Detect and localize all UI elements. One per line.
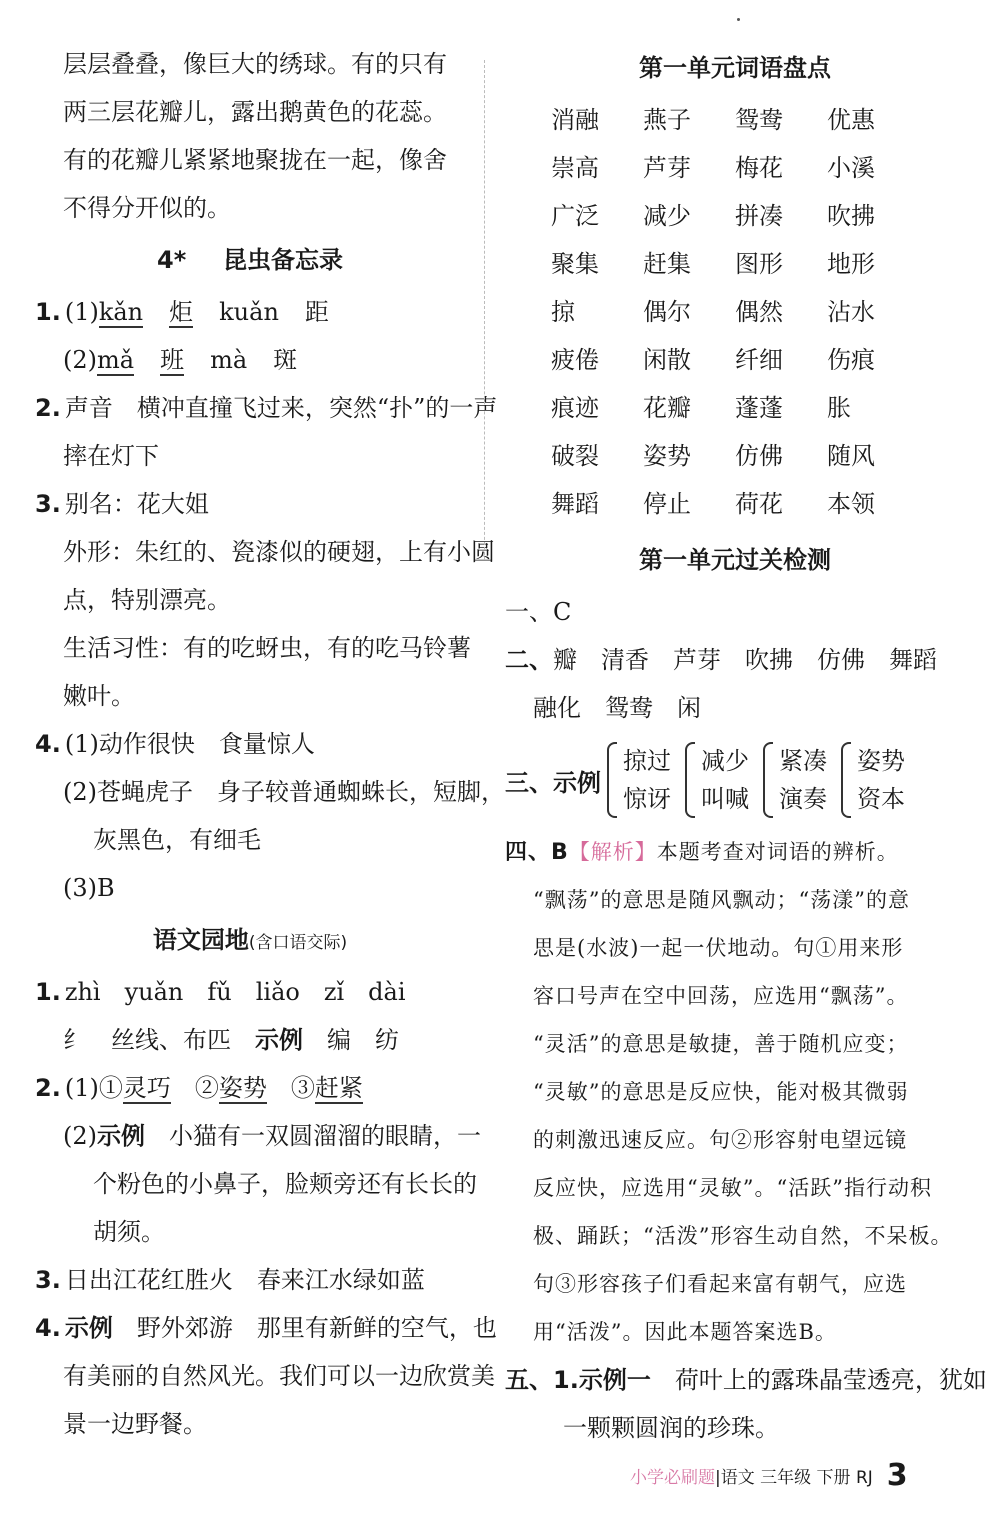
answer-4-cont: (3)B [63, 874, 115, 902]
test-section-5: 五、1.示例一 荷叶上的露珠晶莹透亮，犹如 [505, 1366, 987, 1394]
pair-word: 惊讶 [623, 785, 671, 813]
pair-word: 姿势 [857, 747, 905, 775]
answer-4-cont: (2)苍蝇虎子 身子较普通蜘蛛长，短脚， [63, 778, 505, 806]
garden-title: 语文园地(含口语交际) [152, 926, 348, 954]
answer-3-cont: 外形：朱红的、瓷漆似的硬翅，上有小圆 [63, 538, 495, 566]
vocab-word: 赶集 [643, 250, 691, 278]
vocab-word: 沾水 [827, 298, 875, 326]
pair-word: 掠过 [623, 747, 671, 775]
garden-answer-4: 4. 示例 野外郊游 那里有新鲜的空气，也 [35, 1314, 497, 1342]
explanation-line: “灵活”的意思是敏捷，善于随机应变； [533, 1032, 909, 1056]
test-section-2-cont: 融化 鸳鸯 闲 [533, 694, 701, 722]
answer-4-cont: 灰黑色，有细毛 [93, 826, 261, 854]
vocab-word: 偶然 [735, 298, 783, 326]
test-section-1: 一、C [505, 598, 572, 626]
vocab-word: 减少 [643, 202, 691, 230]
vocab-word: 掠 [551, 298, 575, 326]
vocab-word: 鸳鸯 [735, 106, 783, 134]
garden-answer-2: 2. (1)①灵巧 ②姿势 ③赶紧 [35, 1074, 363, 1102]
garden-answer-1-cont: 纟 丝线、布匹 示例 编 纺 [63, 1026, 399, 1054]
answer-1: 1. (1)kǎn 炬 kuǎn 距 [35, 298, 329, 326]
explanation-line: 极、踊跃；“活泼”形容生动自然，不呆板。 [533, 1224, 953, 1248]
vocab-word: 广泛 [551, 202, 599, 230]
pair-word: 减少 [701, 747, 749, 775]
pair-words [623, 742, 671, 818]
vocab-word: 小溪 [827, 154, 875, 182]
vocab-word: 图形 [735, 250, 783, 278]
vocab-word: 燕子 [643, 106, 691, 134]
pair-words [701, 742, 749, 818]
vocab-word: 吹拂 [827, 202, 875, 230]
vocab-word: 姿势 [643, 442, 691, 470]
vocab-word: 痕迹 [551, 394, 599, 422]
vocab-word: 花瓣 [643, 394, 691, 422]
answer-3-cont: 嫩叶。 [63, 682, 135, 710]
test-title: 第一单元过关检测 [639, 546, 831, 574]
vocab-word: 胀 [827, 394, 851, 422]
explanation-line: 容口号声在空中回荡，应选用“飘荡”。 [533, 984, 909, 1008]
explanation-line: “飘荡”的意思是随风飘动；“荡漾”的意 [533, 888, 910, 912]
vocab-word: 伤痕 [827, 346, 875, 374]
test-section-4: 四、B【解析】本题考查对词语的辨析。 [505, 840, 899, 865]
vocab-word: 梅花 [735, 154, 783, 182]
vocab-word: 芦芽 [643, 154, 691, 182]
brace-icon [763, 742, 773, 818]
vocab-word: 仿佛 [735, 442, 783, 470]
vocab-word: 崇高 [551, 154, 599, 182]
vocab-word: 舞蹈 [551, 490, 599, 518]
decorative-dot [737, 18, 740, 21]
intro-line: 层层叠叠，像巨大的绣球。有的只有 [63, 50, 447, 78]
answer-3: 3. 别名：花大姐 [35, 490, 209, 518]
vocab-word: 随风 [827, 442, 875, 470]
pair-words [779, 742, 827, 818]
brand-name: 小学必刷题 [630, 1467, 715, 1488]
answer-2-cont: 摔在灯下 [63, 442, 159, 470]
explanation [505, 876, 965, 1356]
intro-line: 有的花瓣儿紧紧地聚拢在一起，像舍 [63, 146, 447, 174]
pair-word: 紧凑 [779, 747, 827, 775]
explanation-line: “灵敏”的意思是反应快，能对极其微弱 [533, 1080, 909, 1104]
vocab-word: 纤细 [735, 346, 783, 374]
vocab-word: 蓬蓬 [735, 394, 783, 422]
vocab-word: 停止 [643, 490, 691, 518]
left-column [35, 40, 505, 1448]
vocab-word: 破裂 [551, 442, 599, 470]
page-footer [630, 1455, 960, 1495]
pair-words [857, 742, 905, 818]
explanation-line: 的刺激迅速反应。句②形容射电望远镜 [533, 1128, 907, 1152]
vocab-word: 闲散 [643, 346, 691, 374]
garden-answer-2-cont: 胡须。 [93, 1218, 165, 1246]
brace-icon [841, 742, 851, 818]
vocab-grid [505, 96, 965, 528]
vocab-word: 消融 [551, 106, 599, 134]
pair-word: 叫喊 [701, 785, 749, 813]
vocab-word: 偶尔 [643, 298, 691, 326]
garden-answer-1: 1. zhì yuǎn fǔ liǎo zǐ dài [35, 978, 406, 1006]
explanation-line: 用“活泼”。因此本题答案选B。 [533, 1320, 837, 1344]
test-section-2: 二、瓣 清香 芦芽 吹拂 仿佛 舞蹈 [505, 646, 937, 674]
vocab-word: 拼凑 [735, 202, 783, 230]
garden-answer-4-cont: 景一边野餐。 [63, 1410, 207, 1438]
vocab-word: 疲倦 [551, 346, 599, 374]
right-column [505, 40, 987, 1452]
garden-answer-2-cont: (2)示例 小猫有一双圆溜溜的眼睛，一 [63, 1122, 481, 1150]
garden-answer-2-cont: 个粉色的小鼻子，脸颊旁还有长长的 [93, 1170, 477, 1198]
test-section-3: 三、示例 掠过 惊讶 减少 叫喊 紧凑 演奏 姿势 资本 [505, 732, 965, 828]
answer-4: 4. (1)动作很快 食量惊人 [35, 730, 315, 758]
intro-line: 两三层花瓣儿，露出鹅黄色的花蕊。 [63, 98, 447, 126]
answer-3-cont: 生活习性：有的吃蚜虫，有的吃马铃薯 [63, 634, 471, 662]
word-pair [841, 742, 905, 818]
subject-info: |语文 三年级 下册 RJ [715, 1467, 873, 1488]
answer-1-part2: (2)mǎ 班 mà 斑 [63, 346, 298, 374]
garden-answer-3: 3. 日出江花红胜火 春来江水绿如蓝 [35, 1266, 425, 1294]
answer-3-cont: 点，特别漂亮。 [63, 586, 231, 614]
pair-word: 资本 [857, 785, 905, 813]
vocab-title: 第一单元词语盘点 [639, 54, 831, 82]
word-pair [607, 742, 671, 818]
vocab-word: 优惠 [827, 106, 875, 134]
page-number: 3 [886, 1457, 908, 1493]
explanation-line: 句③形容孩子们看起来富有朝气，应选 [533, 1272, 907, 1296]
lesson4-name: 昆虫备忘录 [222, 246, 343, 274]
vocab-word: 荷花 [735, 490, 783, 518]
lesson4-title [35, 232, 465, 288]
vocab-word: 聚集 [551, 250, 599, 278]
pair-word: 演奏 [779, 785, 827, 813]
test-section-5-cont: 一颗颗圆润的珍珠。 [563, 1414, 779, 1442]
explanation-line: 反应快，应选用“灵敏”。“活跃”指行动积 [533, 1176, 932, 1200]
explanation-line: 思是(水波)一起一伏地动。句①用来形 [533, 936, 904, 960]
lesson4-number: 4* [157, 246, 187, 274]
vocab-word: 地形 [827, 250, 875, 278]
brace-icon [607, 742, 617, 818]
word-pair [685, 742, 749, 818]
intro-line: 不得分开似的。 [63, 194, 231, 222]
answer-2: 2. 声音 横冲直撞飞过来，突然“扑”的一声 [35, 394, 498, 422]
brace-pairs [607, 742, 919, 818]
column-divider [484, 60, 485, 560]
word-pair [763, 742, 827, 818]
vocab-word: 本领 [827, 490, 875, 518]
brace-icon [685, 742, 695, 818]
garden-answer-4-cont: 有美丽的自然风光。我们可以一边欣赏美 [63, 1362, 495, 1390]
